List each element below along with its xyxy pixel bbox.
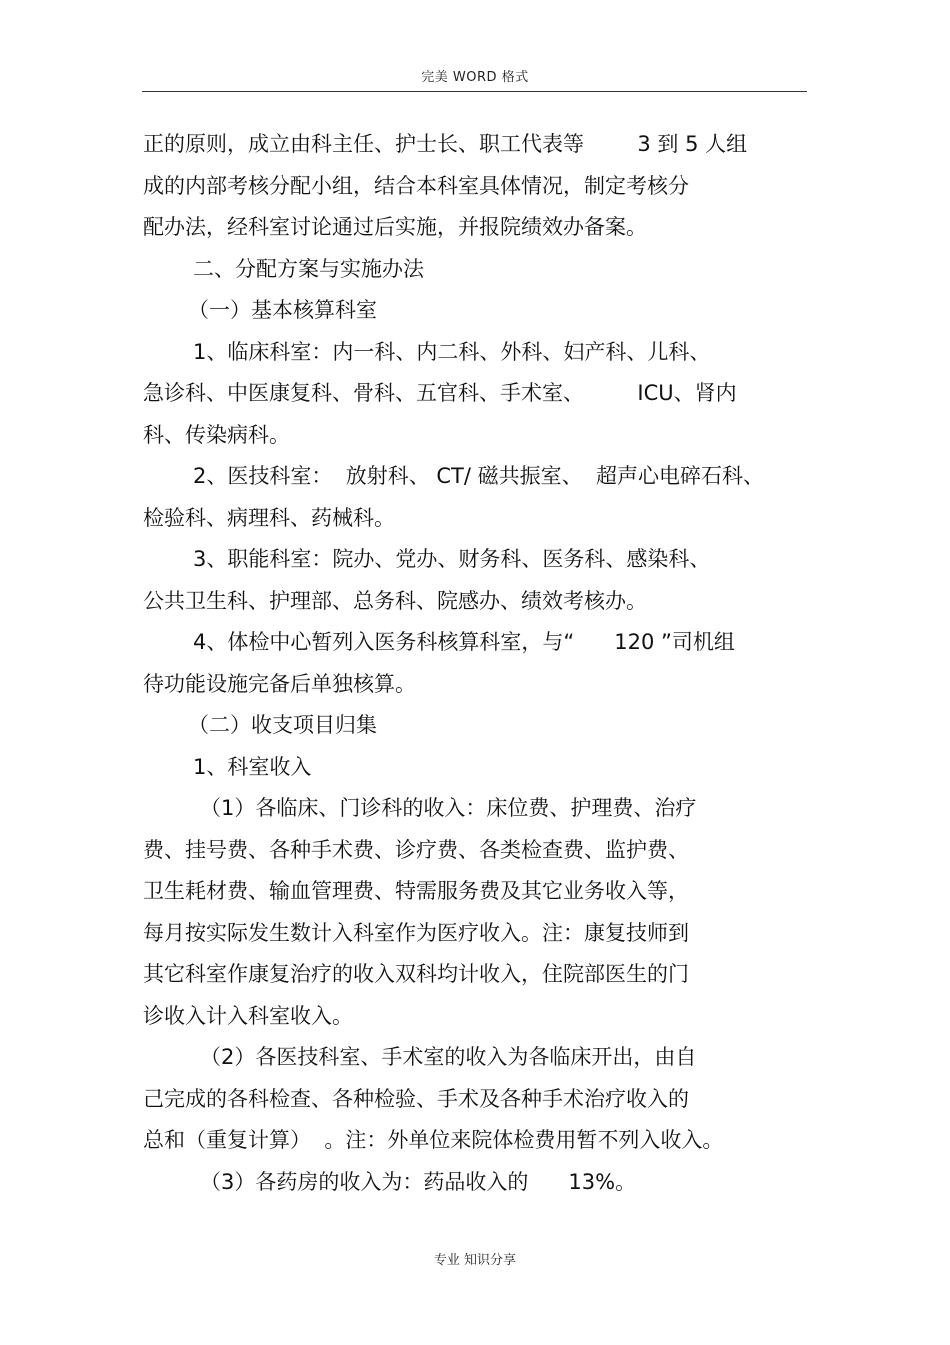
paragraph-line: 检验科、病理科、药械科。 — [143, 506, 395, 530]
paragraph-line: （3）各药房的收入为：药品收入的 13%。 — [200, 1170, 637, 1194]
paragraph-line: 诊收入计入科室收入。 — [143, 1004, 353, 1028]
paragraph-line: 科、传染病科。 — [143, 423, 290, 447]
paragraph-line: 1、科室收入 — [193, 755, 312, 779]
paragraph-line: 配办法，经科室讨论通过后实施，并报院绩效办备案。 — [143, 215, 647, 239]
paragraph-line: 1、临床科室：内一科、内二科、外科、妇产科、儿科、 — [193, 340, 711, 364]
paragraph-line: 公共卫生科、护理部、总务科、院感办、绩效考核办。 — [143, 589, 647, 613]
paragraph-line: （2）各医技科室、手术室的收入为各临床开出，由自 — [200, 1045, 697, 1069]
page-header: 完美 WORD 格式 — [421, 70, 529, 85]
paragraph-line: 总和（重复计算） 。注：外单位来院体检费用暂不列入收入。 — [143, 1128, 724, 1152]
paragraph-line: 其它科室作康复治疗的收入双科均计收入，住院部医生的门 — [143, 962, 689, 986]
page-footer: 专业 知识分享 — [433, 1253, 517, 1268]
paragraph-line: 成的内部考核分配小组，结合本科室具体情况，制定考核分 — [143, 174, 689, 198]
paragraph-line: 2、医技科室： 放射科、 CT/ 磁共振室、 超声心电碎石科、 — [193, 464, 764, 488]
section-heading: 二、分配方案与实施办法 — [193, 257, 424, 281]
paragraph-line: 卫生耗材费、输血管理费、特需服务费及其它业务收入等， — [143, 879, 689, 903]
header-divider — [142, 91, 807, 92]
paragraph-line: 3、职能科室：院办、党办、财务科、医务科、感染科、 — [193, 547, 711, 571]
paragraph-line: 4、体检中心暂列入医务科核算科室，与“ 120 ”司机组 — [193, 630, 735, 654]
subsection-heading: （二）收支项目归集 — [188, 713, 377, 737]
paragraph-line: 待功能设施完备后单独核算。 — [143, 672, 416, 696]
paragraph-line: 费、挂号费、各种手术费、诊疗费、各类检查费、监护费、 — [143, 838, 689, 862]
paragraph-line: 正的原则，成立由科主任、护士长、职工代表等 3 到 5 人组 — [143, 132, 748, 156]
subsection-heading: （一）基本核算科室 — [188, 298, 377, 322]
paragraph-line: 己完成的各科检查、各种检验、手术及各种手术治疗收入的 — [143, 1087, 689, 1111]
paragraph-line: 急诊科、中医康复科、骨科、五官科、手术室、 ICU、肾内 — [143, 381, 737, 405]
paragraph-line: （1）各临床、门诊科的收入：床位费、护理费、治疗 — [200, 796, 697, 820]
paragraph-line: 每月按实际发生数计入科室作为医疗收入。注：康复技师到 — [143, 921, 689, 945]
